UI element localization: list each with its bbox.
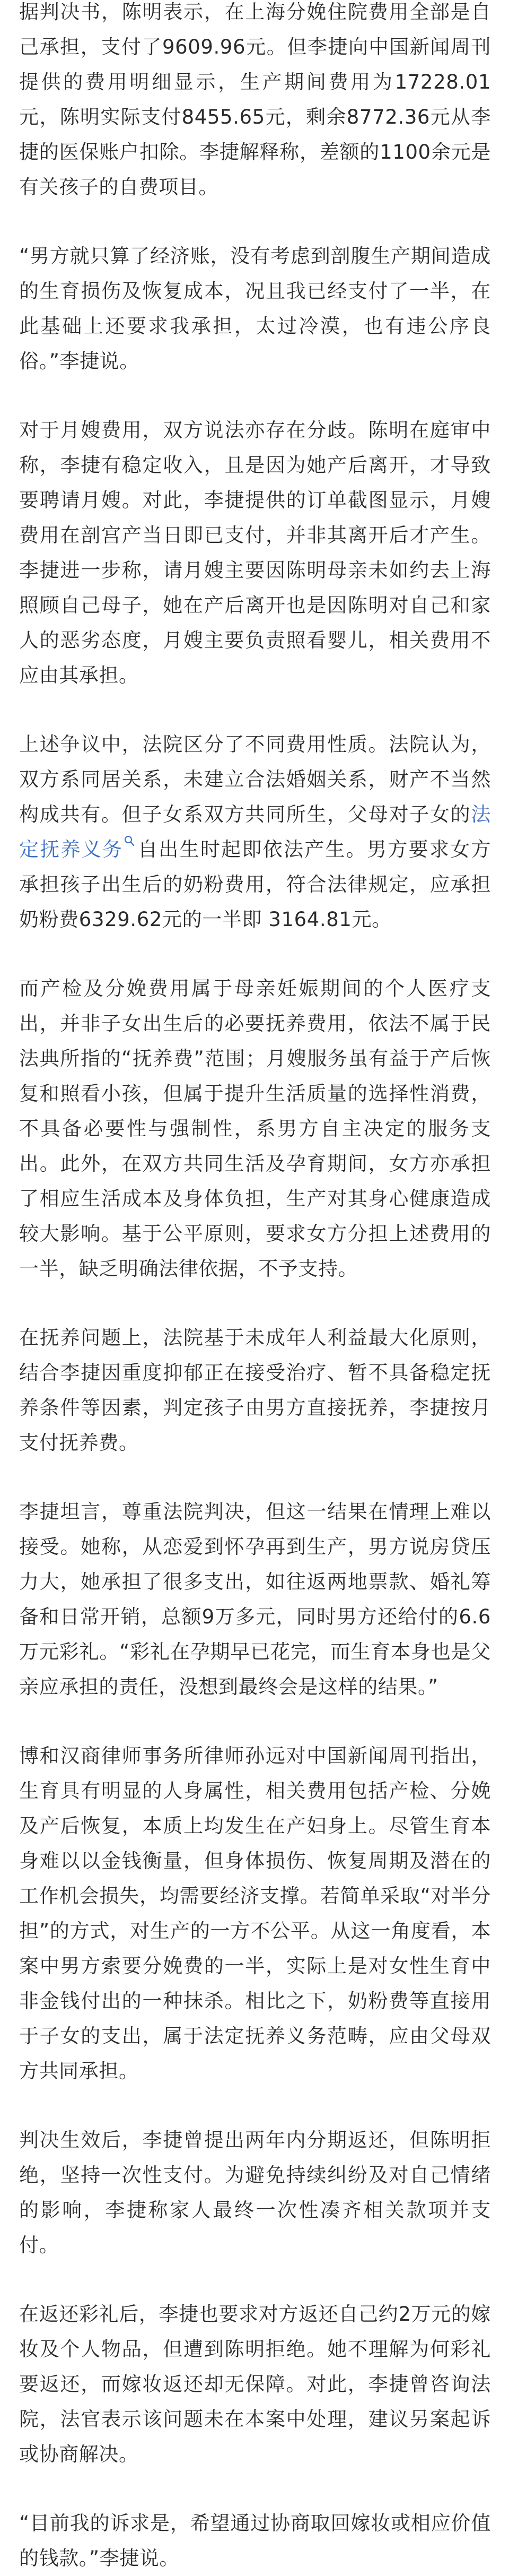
- search-icon[interactable]: [124, 835, 136, 849]
- paragraph-6: 在抚养问题上，法院基于未成年人利益最大化原则，结合李捷因重度抑郁正在接受治疗、暂不具备稳定抚养条件等因素，判定孩子由男方直接抚养，李捷按月支付抚养费。: [19, 1326, 491, 1454]
- paragraph-10: 在返还彩礼后，李捷也要求对方返还自己约2万元的嫁妆及个人物品，但遭到陈明拒绝。她不理解为何彩礼要返还，而嫁妆返还却无保障。对此，李捷曾咨询法院，法官表示该问题未在本案中处理，建议另案起诉或协商解决。: [19, 2303, 491, 2466]
- paragraph-11: “目前我的诉求是，希望通过协商取回嫁妆或相应价值的钱款。”李捷说。: [19, 2512, 491, 2570]
- keyword-link-legal-duty[interactable]: 法定抚养义务: [19, 803, 491, 861]
- paragraph-4-text-after: 自出生时起即依法产生。男方要求女方承担孩子出生后的奶粉费用，符合法律规定，应承担奶粉费6329.62元的一半即 3164.81元。: [19, 838, 492, 931]
- paragraph-4-text-before: 上述争议中，法院区分了不同费用性质。法院认为，双方系同居关系，未建立合法婚姻关系，财产不当然构成共有。但子女系双方共同所生，父母对子女的: [19, 733, 491, 826]
- paragraph-4: [19, 727, 491, 937]
- paragraph-9: 判决生效后，李捷曾提出两年内分期返还，但陈明拒绝，坚持一次性支付。为避免持续纠纷及对自己情绪的影响，李捷称家人最终一次性凑齐相关款项并支付。: [19, 2129, 491, 2257]
- paragraph-2: “男方就只算了经济账，没有考虑到剖腹生产期间造成的生育损伤及恢复成本，况且我已经支付了一半，在此基础上还要求我承担，太过冷漠，也有违公序良俗。”李捷说。: [19, 245, 491, 373]
- paragraph-8: 博和汉商律师事务所律师孙远对中国新闻周刊指出，生育具有明显的人身属性，相关费用包括产检、分娩及产后恢复，本质上均发生在产妇身上。尽管生育本身难以以金钱衡量，但身体损伤、恢复周期及潜在的工作机会损失，均需要经济支撑。若简单采取“对半分担”的方式，对生产的一方不公平。从这一角度看，本案中男方索要分娩费的一半，实际上是对女性生育中非金钱付出的一种抹杀。相比之下，奶粉费等直接用于子女的支出，属于法定抚养义务范畴，应由父母双方共同承担。: [19, 1744, 491, 2082]
- paragraph-1: 据判决书，陈明表示，在上海分娩住院费用全部是自己承担，支付了9609.96元。但李捷向中国新闻周刊提供的费用明细显示，生产期间费用为17228.01元，陈明实际支付8455.65元，剩余8772.36元从李捷的医保账户扣除。李捷解释称，差额的1100余元是有关孩子的自费项目。: [19, 1, 491, 198]
- paragraph-5: 而产检及分娩费用属于母亲妊娠期间的个人医疗支出，并非子女出生后的必要抚养费用，依法不属于民法典所指的“抚养费”范围；月嫂服务虽有益于产后恢复和照看小孩，但属于提升生活质量的选择性消费，不具备必要性与强制性，系男方自主决定的服务支出。此外，在双方共同生活及孕育期间，女方亦承担了相应生活成本及身体负担，生产对其身心健康造成较大影响。基于公平原则，要求女方分担上述费用的一半，缺乏明确法律依据，不予支持。: [19, 977, 491, 1280]
- paragraph-3: 对于月嫂费用，双方说法亦存在分歧。陈明在庭审中称，李捷有稳定收入，且是因为她产后离开，才导致要聘请月嫂。对此，李捷提供的订单截图显示，月嫂费用在剖宫产当日即已支付，并非其离开后才产生。李捷进一步称，请月嫂主要因陈明母亲未如约去上海照顾自己母子，她在产后离开也是因陈明对自己和家人的恶劣态度，月嫂主要负责照看婴儿，相关费用不应由其承担。: [19, 419, 491, 687]
- paragraph-7: 李捷坦言，尊重法院判决，但这一结果在情理上难以接受。她称，从恋爱到怀孕再到生产，男方说房贷压力大，她承担了很多支出，如往返两地票款、婚礼筹备和日常开销，总额9万多元，同时男方还给付的6.6万元彩礼。“彩礼在孕期早已花完，而生育本身也是父亲应承担的责任，没想到最终会是这样的结果。”: [19, 1500, 491, 1698]
